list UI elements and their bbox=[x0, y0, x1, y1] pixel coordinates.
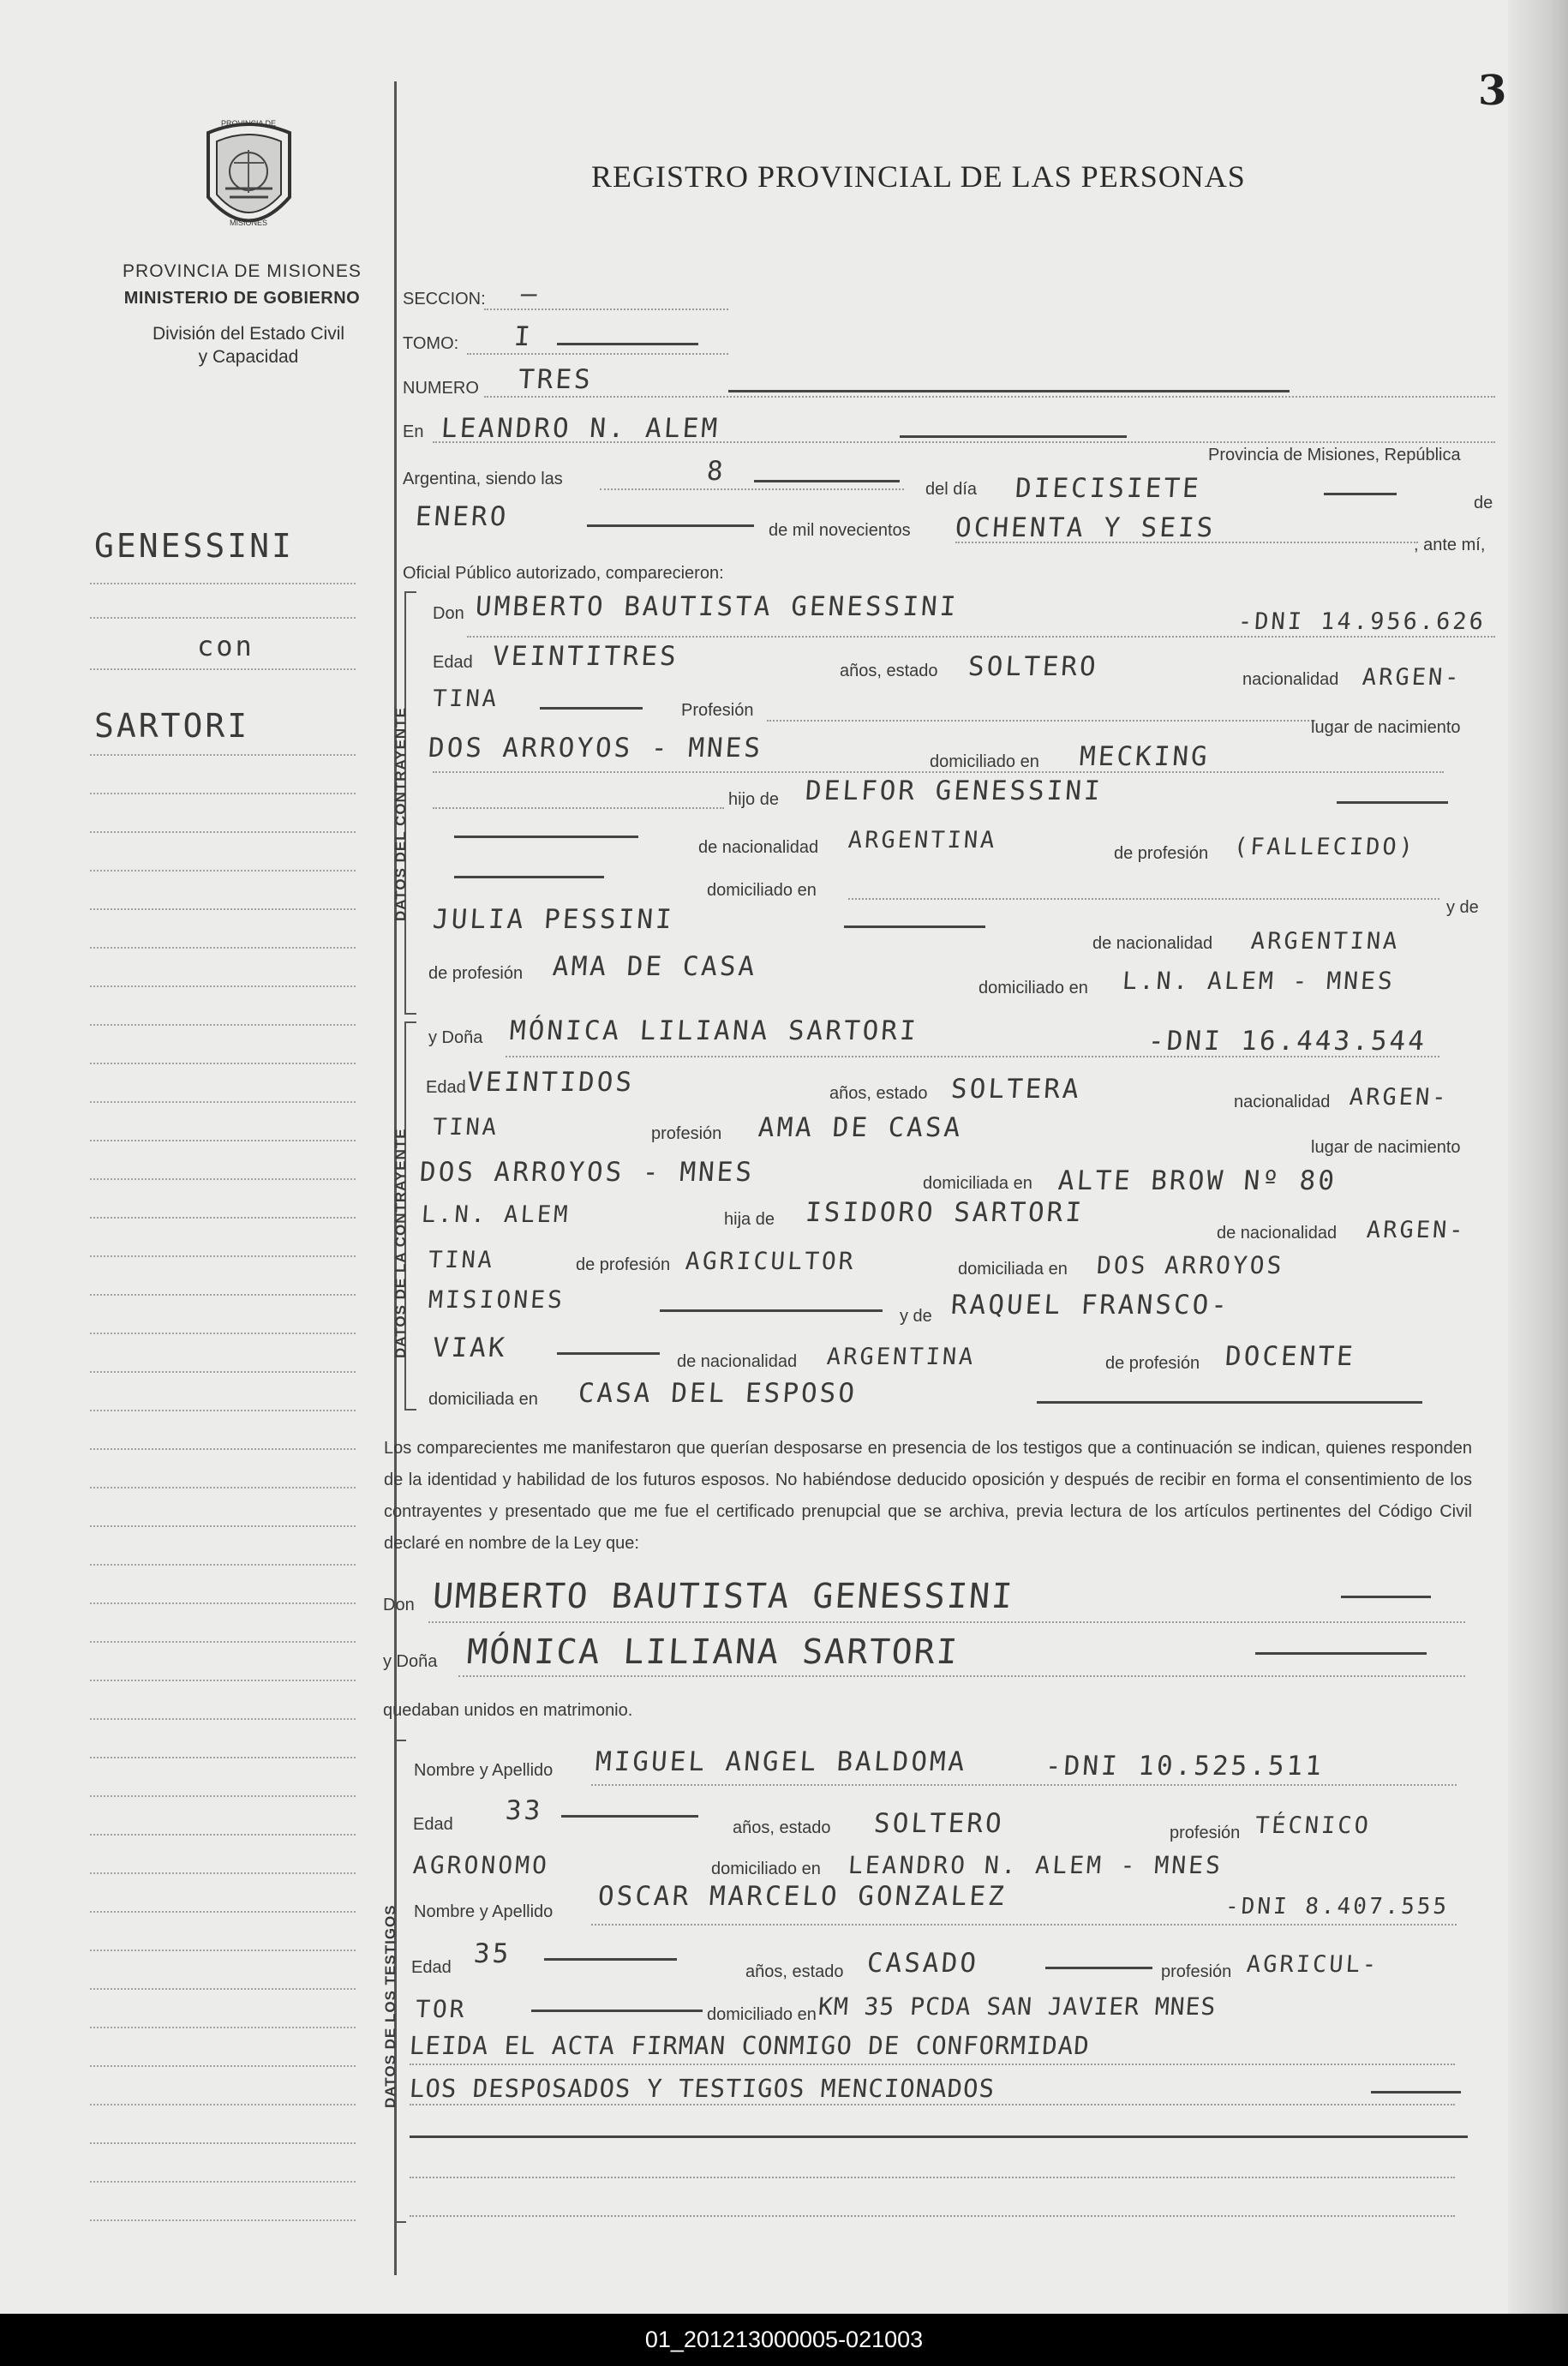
cierre-dots1 bbox=[410, 2064, 1455, 2065]
tomo-value: I bbox=[512, 321, 534, 352]
hija-label: hija de bbox=[724, 1210, 775, 1229]
cierre-linea1: LEIDA EL ACTA FIRMAN CONMIGO DE CONFORMIDAD bbox=[408, 2031, 1091, 2060]
cierre-dots4 bbox=[410, 2215, 1455, 2217]
madre-b: VIAK bbox=[431, 1333, 508, 1363]
declaracion-text: Los comparecientes me manifestaron que querían desposarse en presencia de los testigos que a continuación se indican, quienes responden de la identidad y habilidad de los futuros esposos. No habiéndose deducido oposición y después de recibir en forma el consentimiento de los contrayentes y presentado que me fue el certificado prenupcial que se archiva, previa lectura de los artículos pertinentes del Código Civil declaré en nombre de la Ley que: bbox=[384, 1439, 1472, 1553]
dom-prefill-line bbox=[454, 876, 604, 878]
nacionalidad-label-2: nacionalidad bbox=[1234, 1093, 1331, 1111]
t1-dni: -DNI 10.525.511 bbox=[1044, 1751, 1326, 1782]
hijo-label: hijo de bbox=[728, 790, 779, 809]
profesion-dots bbox=[767, 720, 1315, 722]
decl-dona-dots bbox=[458, 1675, 1465, 1677]
mes-fill-line bbox=[587, 524, 754, 527]
t2-estado-line bbox=[1045, 1967, 1152, 1969]
seccion-label: SECCION: bbox=[403, 290, 486, 308]
madre-nacionalidad: ARGENTINA bbox=[1249, 928, 1401, 955]
contrayente-estado: SOLTERO bbox=[967, 651, 1099, 682]
contrayenta-dni: -DNI 16.443.544 bbox=[1146, 1026, 1428, 1057]
seal-text-bottom: MISIONES bbox=[229, 219, 268, 227]
de-label: de bbox=[1474, 494, 1493, 512]
contrayenta-lugar-nacimiento: DOS ARROYOS - MNES bbox=[418, 1157, 756, 1188]
contrayente-dni: -DNI 14.956.626 bbox=[1236, 608, 1487, 635]
madre-nacionalidad-2: ARGENTINA bbox=[825, 1344, 977, 1370]
dona-dots bbox=[506, 1056, 1439, 1057]
padre-nac-label: de nacionalidad bbox=[1217, 1224, 1338, 1243]
oficial-text: Oficial Público autorizado, comparecieron: bbox=[403, 564, 724, 583]
dom-final-fill-line bbox=[1037, 1401, 1422, 1404]
y-de-label: y de bbox=[1446, 898, 1479, 917]
t1-nombre-dots bbox=[591, 1784, 1457, 1786]
madre-nac-label: de nacionalidad bbox=[677, 1352, 798, 1371]
padre-profesion: (FALLECIDO) bbox=[1232, 834, 1416, 860]
numero-fill-line bbox=[728, 390, 1290, 392]
madre-fill-line bbox=[844, 925, 985, 928]
contrayenta-edad: VEINTIDOS bbox=[465, 1067, 636, 1098]
padre-fill-line bbox=[1337, 801, 1448, 804]
padre-profesion-2: AGRICULTOR bbox=[684, 1247, 857, 1275]
ante-mi-text: , ante mí, bbox=[1414, 536, 1486, 554]
contrayenta-profesion: AMA DE CASA bbox=[757, 1112, 964, 1143]
madre-fill-line-2 bbox=[557, 1352, 660, 1355]
edad-label-2: Edad bbox=[426, 1078, 466, 1097]
contrayenta-estado: SOLTERA bbox=[949, 1074, 1082, 1105]
en-label: En bbox=[403, 422, 424, 441]
domiciliado-en2-label: domiciliado en bbox=[707, 881, 817, 900]
t2-nombre-label: Nombre y Apellido bbox=[414, 1902, 554, 1921]
padre-dom-fill-line bbox=[660, 1309, 883, 1312]
t1-estado-label: años, estado bbox=[733, 1818, 831, 1837]
org-ministry: MINISTERIO DE GOBIERNO bbox=[123, 289, 361, 308]
contrayente-nacionalidad-b: TINA bbox=[431, 686, 500, 712]
padre-nacionalidad: ARGENTINA bbox=[847, 827, 998, 854]
quedaban-text: quedaban unidos en matrimonio. bbox=[383, 1701, 633, 1720]
cierre-rule1 bbox=[410, 2135, 1468, 2138]
decl-don: UMBERTO BAUTISTA GENESSINI bbox=[431, 1577, 1015, 1616]
padre-domicilio-a: DOS ARROYOS bbox=[1095, 1251, 1285, 1279]
contrayenta-nombre: MÓNICA LILIANA SARTORI bbox=[508, 1015, 919, 1046]
anio-value: OCHENTA Y SEIS bbox=[954, 512, 1217, 543]
page-number: 3 bbox=[1478, 67, 1507, 115]
section-label-contrayente: DATOS DEL CONTRAYENTE bbox=[392, 707, 409, 921]
org-division-line2: y Capacidad bbox=[198, 347, 299, 367]
madre-dom-label: domiciliado en bbox=[979, 979, 1088, 997]
profesion-label-2: profesión bbox=[651, 1124, 722, 1143]
cierre-linea2: LOS DESPOSADOS Y TESTIGOS MENCIONADOS bbox=[408, 2074, 996, 2103]
scan-id-footer: 01_201213000005-021003 bbox=[0, 2314, 1568, 2366]
de-nacionalidad-label: de nacionalidad bbox=[698, 838, 819, 857]
t2-estado-label: años, estado bbox=[745, 1962, 844, 1981]
argentina-text: Argentina, siendo las bbox=[403, 470, 563, 488]
madre-prof-label: de profesión bbox=[428, 964, 524, 983]
dom-label-final: domiciliada en bbox=[428, 1390, 538, 1409]
numero-label: NUMERO bbox=[403, 379, 479, 398]
decl-dona-label: y Doña bbox=[383, 1652, 438, 1671]
contrayenta-padre: ISIDORO SARTORI bbox=[804, 1197, 1086, 1228]
domiciliado-label: domiciliado en bbox=[930, 752, 1039, 771]
org-division-line1: División del Estado Civil bbox=[152, 324, 345, 344]
cierre-dots2 bbox=[410, 2104, 1455, 2105]
contrayente-domicilio: MECKING bbox=[1078, 741, 1211, 772]
contrayente-nombre: UMBERTO BAUTISTA GENESSINI bbox=[474, 591, 960, 622]
anios-estado-label: años, estado bbox=[840, 662, 938, 680]
dona-label: y Doña bbox=[428, 1028, 483, 1047]
page-title: REGISTRO PROVINCIAL DE LAS PERSONAS bbox=[591, 159, 1246, 194]
t2-domiciliado-label: domiciliado en bbox=[707, 2005, 817, 2024]
page-edge-shadow bbox=[1508, 0, 1568, 2314]
nac-fill-line bbox=[540, 707, 643, 710]
tomo-dots bbox=[467, 353, 728, 355]
hora-value: 8 bbox=[705, 456, 727, 487]
decl-don-dots bbox=[428, 1621, 1465, 1623]
mil-novecientos-label: de mil novecientos bbox=[769, 521, 911, 540]
numero-value: TRES bbox=[517, 364, 594, 395]
tomo-label: TOMO: bbox=[403, 334, 459, 353]
t2-profesion-label: profesión bbox=[1161, 1962, 1232, 1981]
lugar-fill-line bbox=[900, 435, 1127, 438]
tomo-fill-line bbox=[557, 343, 698, 345]
t2-nombre-dots bbox=[591, 1924, 1457, 1926]
contrayente-nacionalidad-a: ARGEN- bbox=[1361, 664, 1463, 691]
t2-profesion-line bbox=[531, 2010, 703, 2012]
contrayenta-nacionalidad-b: TINA bbox=[431, 1114, 500, 1141]
margin-note-line2: con bbox=[197, 630, 254, 662]
madre-de-nac-label: de nacionalidad bbox=[1092, 934, 1213, 953]
t2-estado: CASADO bbox=[865, 1948, 980, 1979]
y-de-label-2: y de bbox=[900, 1307, 932, 1326]
don-dots bbox=[467, 636, 1495, 638]
dia-fill-line bbox=[1324, 493, 1397, 495]
t2-dni: -DNI 8.407.555 bbox=[1224, 1894, 1451, 1920]
lugar-nac-label-2: lugar de nacimiento bbox=[1311, 1138, 1461, 1157]
de-profesion-label: de profesión bbox=[1114, 844, 1209, 863]
padre-dom-label: domiciliada en bbox=[958, 1260, 1068, 1279]
t1-edad-line bbox=[561, 1815, 698, 1818]
madre-profesion-2: DOCENTE bbox=[1224, 1341, 1356, 1372]
t1-domiciliado-label: domiciliado en bbox=[711, 1860, 821, 1878]
t1-edad-label: Edad bbox=[413, 1815, 453, 1834]
org-province: PROVINCIA DE MISIONES bbox=[123, 261, 362, 281]
hijo-dots bbox=[433, 807, 724, 809]
decl-dona: MÓNICA LILIANA SARTORI bbox=[465, 1632, 961, 1672]
t1-profesion-b: AGRONOMO bbox=[411, 1851, 551, 1879]
lugar-nac-label: lugar de nacimiento bbox=[1311, 718, 1461, 737]
t1-nombre: MIGUEL ANGEL BALDOMA bbox=[594, 1746, 968, 1777]
padre-domicilio-b: MISIONES bbox=[427, 1285, 566, 1314]
t1-estado: SOLTERO bbox=[872, 1808, 1005, 1839]
cierre-dots3 bbox=[410, 2177, 1455, 2178]
t2-edad-label: Edad bbox=[411, 1958, 452, 1977]
org-division bbox=[120, 322, 377, 368]
numero-dots bbox=[484, 396, 1495, 398]
section-label-contrayenta: DATOS DE LA CONTRAYENTE bbox=[392, 1128, 409, 1358]
madre-prof-label-2: de profesión bbox=[1105, 1354, 1200, 1373]
t2-edad: 35 bbox=[472, 1938, 512, 1969]
del-dia-label: del día bbox=[925, 480, 978, 499]
nacionalidad-label: nacionalidad bbox=[1242, 670, 1339, 689]
contrayenta-domicilio-b: L.N. ALEM bbox=[420, 1201, 572, 1228]
margin-note-line1: GENESSINI bbox=[94, 527, 294, 565]
contrayente-padre: DELFOR GENESSINI bbox=[804, 776, 1104, 806]
hora-fill-line bbox=[754, 480, 900, 482]
t1-nombre-label: Nombre y Apellido bbox=[414, 1761, 554, 1780]
contrayenta-nacionalidad-a: ARGEN- bbox=[1348, 1084, 1450, 1111]
t2-domicilio: KM 35 PCDA SAN JAVIER MNES bbox=[817, 1992, 1218, 2021]
coat-of-arms-seal bbox=[195, 116, 302, 240]
t2-edad-line bbox=[544, 1958, 677, 1961]
t1-domicilio: LEANDRO N. ALEM - MNES bbox=[847, 1851, 1224, 1879]
provincia-text: Provincia de Misiones, República bbox=[1208, 446, 1461, 464]
contrayente-lugar-nacimiento: DOS ARROYOS - MNES bbox=[427, 733, 764, 764]
mes-value: ENERO bbox=[414, 501, 510, 532]
padre-prof-label: de profesión bbox=[576, 1255, 671, 1274]
lugar-dots bbox=[433, 771, 1444, 773]
padre-dom-dots bbox=[848, 898, 1439, 900]
domicilio-final: CASA DEL ESPOSO bbox=[577, 1378, 859, 1409]
madre-profesion: AMA DE CASA bbox=[551, 951, 758, 982]
anio-dots bbox=[955, 542, 1418, 543]
decl-dona-line bbox=[1255, 1652, 1427, 1655]
t2-nombre: OSCAR MARCELO GONZALEZ bbox=[596, 1881, 1008, 1912]
contrayente-madre: JULIA PESSINI bbox=[431, 904, 675, 935]
lugar-value: LEANDRO N. ALEM bbox=[440, 413, 721, 444]
t1-profesion-a: TÉCNICO bbox=[1254, 1812, 1372, 1839]
madre-a: RAQUEL FRANSCO- bbox=[949, 1290, 1231, 1321]
cierre-line bbox=[1371, 2091, 1461, 2093]
don-label: Don bbox=[433, 604, 464, 623]
padre-nac-a: ARGEN- bbox=[1365, 1217, 1467, 1243]
madre-domicilio: L.N. ALEM - MNES bbox=[1121, 967, 1396, 995]
dia-value: DIECISIETE bbox=[1014, 473, 1202, 504]
section-label-testigos: DATOS DE LOS TESTIGOS bbox=[382, 1904, 398, 2108]
seal-text-top: PROVINCIA DE bbox=[220, 119, 277, 128]
t2-profesion-b: TOR bbox=[414, 1995, 468, 2023]
decl-don-label: Don bbox=[383, 1596, 415, 1614]
profesion-label: Profesión bbox=[681, 701, 754, 720]
seccion-value: — bbox=[519, 279, 541, 309]
margin-note-line3: SARTORI bbox=[94, 707, 250, 745]
edad-label: Edad bbox=[433, 653, 473, 672]
padre-prefill-line bbox=[454, 836, 638, 838]
t1-profesion-label: profesión bbox=[1170, 1824, 1241, 1842]
domiciliada-label: domiciliada en bbox=[923, 1174, 1032, 1193]
padre-nac-b: TINA bbox=[427, 1247, 496, 1273]
hora-dots bbox=[600, 488, 904, 490]
t2-profesion-a: AGRICUL- bbox=[1245, 1951, 1380, 1978]
contrayenta-domicilio-a: ALTE BROW Nº 80 bbox=[1056, 1165, 1338, 1196]
anios-estado-label-2: años, estado bbox=[829, 1084, 928, 1103]
contrayente-edad: VEINTITRES bbox=[491, 641, 679, 672]
decl-don-line bbox=[1341, 1596, 1431, 1598]
t1-edad: 33 bbox=[504, 1795, 544, 1826]
